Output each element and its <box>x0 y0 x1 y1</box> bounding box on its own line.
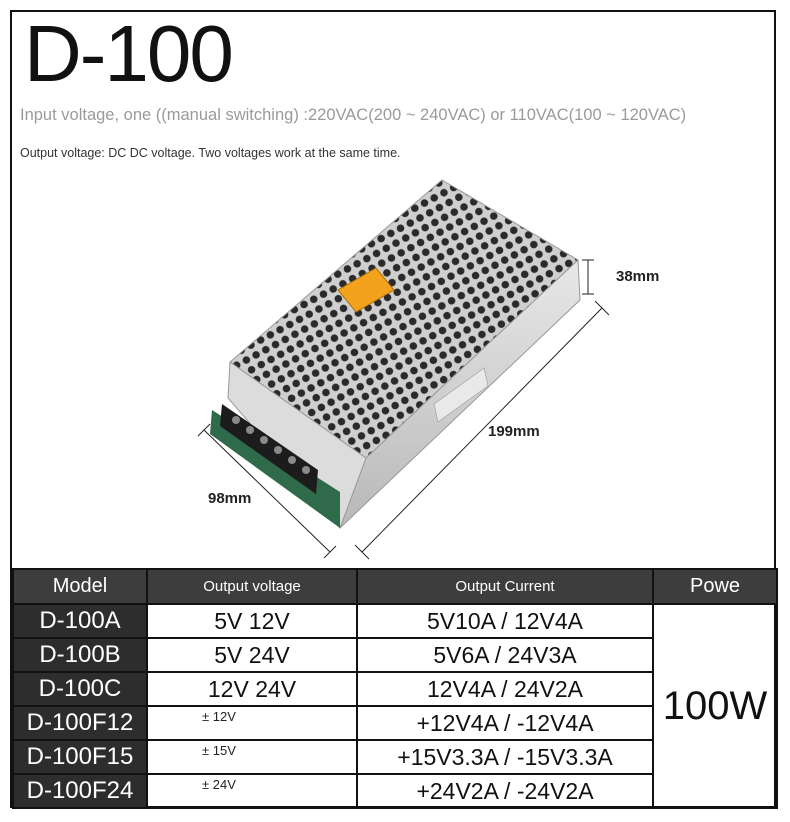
height-dimension-label: 38mm <box>616 268 660 285</box>
current-cell: +24V2A / -24V2A <box>357 774 653 808</box>
voltage-cell: ± 15V <box>147 740 357 774</box>
voltage-cell: 5V 24V <box>147 638 357 672</box>
model-cell: D-100F24 <box>13 774 147 808</box>
page-title: D-100 <box>24 9 232 98</box>
output-voltage-text: Output voltage: DC DC voltage. Two voltages work at the same time. <box>20 146 401 160</box>
spec-table <box>12 568 778 809</box>
voltage-cell: 12V 24V <box>147 672 357 706</box>
model-cell: D-100F15 <box>13 740 147 774</box>
current-cell: 5V6A / 24V3A <box>357 638 653 672</box>
power-supply-image <box>190 172 620 562</box>
model-cell: D-100A <box>13 604 147 638</box>
voltage-cell: 5V 12V <box>147 604 357 638</box>
length-dimension-label: 199mm <box>488 423 540 440</box>
width-dimension-label: 98mm <box>208 490 252 507</box>
model-cell: D-100F12 <box>13 706 147 740</box>
power-cell: 100W <box>653 604 777 808</box>
current-cell: 5V10A / 12V4A <box>357 604 653 638</box>
table-row <box>13 604 777 638</box>
input-voltage-text: Input voltage, one ((manual switching) :220VAC(200 ~ 240VAC) or 110VAC(100 ~ 120VAC) <box>20 106 687 124</box>
model-cell: D-100C <box>13 672 147 706</box>
model-cell: D-100B <box>13 638 147 672</box>
current-cell: +15V3.3A / -15V3.3A <box>357 740 653 774</box>
voltage-cell: ± 24V <box>147 774 357 808</box>
table-header-row <box>13 569 777 604</box>
voltage-cell: ± 12V <box>147 706 357 740</box>
current-cell: 12V4A / 24V2A <box>357 672 653 706</box>
header-power: Powe <box>653 569 777 604</box>
header-model: Model <box>13 569 147 604</box>
header-output-current: Output Current <box>357 569 653 604</box>
current-cell: +12V4A / -12V4A <box>357 706 653 740</box>
header-output-voltage: Output voltage <box>147 569 357 604</box>
